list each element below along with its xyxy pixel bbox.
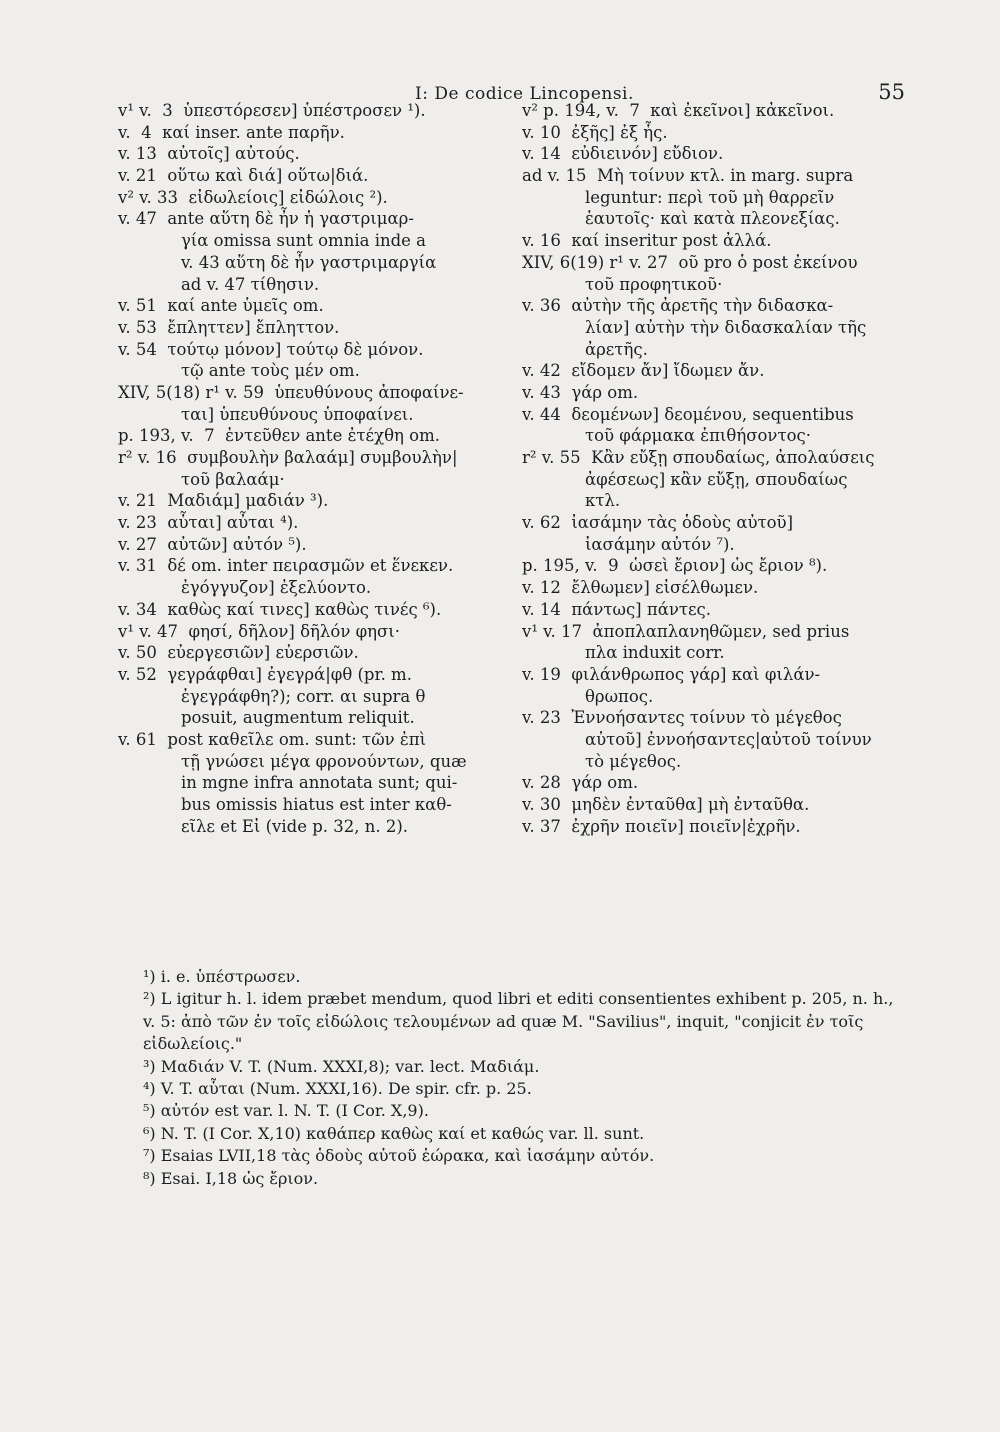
apparatus-line: ἑαυτοῖς· καὶ κατὰ πλεονεξίας. (522, 209, 840, 229)
apparatus-line: v. 21 Μαδιάμ] μαδιάν ³). (118, 491, 329, 511)
running-title: I: De codice Lincopensi. (415, 84, 634, 104)
footnote: ⁶) N. T. (I Cor. X,10) καθάπερ καθὼς καί et καθώς var. ll. sunt. (143, 1123, 645, 1143)
apparatus-line: v² v. 33 εἰδωλείοις] εἰδώλοις ²). (118, 187, 388, 207)
apparatus-line: v. 4 καί inser. ante παρῆν. (118, 122, 345, 142)
footnote: ⁴) V. T. αὗται (Num. XXXI,16). De spir. cfr. p. 25. (143, 1079, 532, 1099)
apparatus-line: v. 23 Ἐννοήσαντες τοίνυν τὸ μέγεθος (522, 708, 842, 728)
left-column (118, 100, 508, 837)
apparatus-line: p. 193, v. 7 ἐντεῦθεν ante ἐτέχθη om. (118, 426, 440, 446)
apparatus-line: v. 31 δέ om. inter πειρασμῶν et ἕνεκεν. (118, 556, 454, 576)
apparatus-line: v. 21 οὕτω καὶ διά] οὕτω|διά. (118, 166, 369, 186)
apparatus-line: ται] ὑπευθύνους ὑποφαίνει. (118, 404, 414, 424)
apparatus-line: λίαν] αὐτὴν τὴν διδασκαλίαν τῆς (522, 317, 867, 337)
apparatus-line: ἀφέσεως] κἂν εὔξῃ, σπουδαίως (522, 469, 848, 489)
footnote: ⁷) Esaias LVII,18 τὰς ὁδοὺς αὐτοῦ ἑώρακα, καὶ ἰασάμην αὐτόν. (143, 1146, 655, 1166)
apparatus-line: τὸ μέγεθος. (522, 751, 682, 771)
apparatus-line: v¹ v. 17 ἀποπλαπλανηθῶμεν, sed prius (522, 621, 850, 641)
apparatus-line: v. 30 μηδὲν ἐνταῦθα] μὴ ἐνταῦθα. (522, 795, 810, 814)
apparatus-line: τοῦ φάρμακα ἐπιθήσοντος· (522, 426, 811, 446)
apparatus-line: v. 50 εὐεργεσιῶν] εὐερσιῶν. (118, 643, 359, 663)
apparatus-line: v. 43 αὕτη δὲ ἦν γαστριμαργία (118, 252, 437, 272)
apparatus-line: ἐγεγράφθη?); corr. αι supra θ (118, 686, 426, 706)
apparatus-line: v. 27 αὐτῶν] αὐτόν ⁵). (118, 534, 307, 554)
apparatus-line: posuit, augmentum reliquit. (118, 708, 415, 728)
apparatus-line: τῷ ante τοὺς μέν om. (118, 361, 360, 381)
footnote: ⁸) Esai. I,18 ὡς ἔριον. (143, 1168, 319, 1188)
apparatus-line: r² v. 16 συμβουλὴν βαλαάμ] συμβουλὴν| (118, 448, 458, 467)
apparatus-line: v² p. 194, v. 7 καὶ ἐκεῖνοι] κἀκεῖνοι. (522, 101, 835, 120)
footnotes (143, 966, 903, 1190)
apparatus-line: πλα induxit corr. (522, 643, 725, 663)
apparatus-line: εῖλε et Εἰ (vide p. 32, n. 2). (118, 816, 409, 836)
apparatus-line: v. 34 καθὼς καί τινες] καθὼς τινές ⁶). (118, 599, 442, 619)
apparatus-line: v. 47 ante αὕτη δὲ ἦν ἡ γαστριμαρ- (118, 209, 414, 229)
apparatus-line: v. 61 post καθεῖλε om. sunt: τῶν ἐπὶ (118, 729, 427, 749)
footnote: ²) L igitur h. l. idem præbet mendum, quod libri et editi consentientes exhibent p. 205, n. h., v. 5: ἀπὸ τῶν ἐν τοῖς εἰδώλοις τελουμένων ad quæ M. "Savilius", inquit, "conjicit ἐν τοῖς εἰδωλείοις." (143, 989, 894, 1054)
apparatus-line: v. 13 αὐτοῖς] αὐτούς. (118, 144, 300, 164)
apparatus-line: θρωπος. (522, 686, 654, 706)
apparatus-line: bus omissis hiatus est inter καθ- (118, 795, 452, 814)
apparatus-line: r² v. 55 Κἂν εὔξῃ σπουδαίως, ἀπολαύσεις (522, 448, 875, 467)
apparatus-line: v. 16 καί inseritur post ἀλλά. (522, 231, 772, 251)
apparatus-line: v. 14 εὐδιεινόν] εὔδιον. (522, 144, 724, 164)
apparatus-line: v. 62 ἰασάμην τὰς ὁδοὺς αὐτοῦ] (522, 513, 794, 533)
apparatus-line: αὐτοῦ] ἐννοήσαντες|αὐτοῦ τοίνυν (522, 729, 872, 749)
apparatus-line: τοῦ βαλαάμ· (118, 469, 285, 489)
apparatus-line: κτλ. (522, 491, 621, 511)
apparatus-line: v. 12 ἔλθωμεν] εἰσέλθωμεν. (522, 578, 759, 598)
apparatus-line: ad v. 15 Μὴ τοίνυν κτλ. in marg. supra (522, 166, 854, 186)
apparatus-line: τῇ γνώσει μέγα φρονούντων, quæ (118, 751, 467, 771)
apparatus-line: v. 36 αὐτὴν τῆς ἀρετῆς τὴν διδασκα- (522, 296, 834, 316)
apparatus-line: v. 54 τούτῳ μόνον] τούτῳ δὲ μόνον. (118, 339, 424, 359)
apparatus-line: XIV, 5(18) r¹ v. 59 ὑπευθύνους ἀποφαίνε- (118, 382, 464, 402)
apparatus-line: ἀρετῆς. (522, 339, 648, 359)
apparatus-line: v. 14 πάντως] πάντες. (522, 599, 712, 619)
apparatus-line: τοῦ προφητικοῦ· (522, 274, 723, 294)
apparatus-line: v. 10 ἐξῆς] ἐξ ἧς. (522, 122, 668, 142)
apparatus-line: v¹ v. 47 φησί, δῆλον] δῆλόν φησι· (118, 621, 401, 641)
footnote: ⁵) αὐτόν est var. l. N. T. (I Cor. X,9). (143, 1101, 429, 1121)
apparatus-line: ἐγόγγυζον] ἐξελύοντο. (118, 578, 372, 598)
apparatus-line: v. 28 γάρ om. (522, 773, 639, 793)
apparatus-line: v. 23 αὗται] αὖται ⁴). (118, 513, 299, 533)
apparatus-line: leguntur: περὶ τοῦ μὴ θαρρεῖν (522, 187, 835, 207)
apparatus-line: γία omissa sunt omnia inde a (118, 231, 427, 251)
footnote: ¹) i. e. ὑπέστρωσεν. (143, 967, 301, 986)
apparatus-line: v. 42 εἴδομεν ἄν] ἴδωμεν ἄν. (522, 361, 765, 381)
apparatus-line: v. 44 δεομένων] δεομένου, sequentibus (522, 404, 854, 424)
page-number: 55 (878, 80, 905, 104)
apparatus-line: ἰασάμην αὐτόν ⁷). (522, 534, 735, 554)
apparatus-line: XIV, 6(19) r¹ v. 27 οῦ pro ὁ post ἐκείνου (522, 252, 858, 272)
apparatus-line: in mgne infra annotata sunt; qui- (118, 773, 458, 793)
right-column (522, 100, 902, 837)
apparatus-line: v. 43 γάρ om. (522, 382, 639, 402)
apparatus-line: v. 37 ἐχρῆν ποιεῖν] ποιεῖν|ἐχρῆν. (522, 816, 801, 836)
apparatus-line: v. 19 φιλάνθρωπος γάρ] καὶ φιλάν- (522, 664, 821, 684)
apparatus-line: ad v. 47 τίθησιν. (118, 274, 320, 294)
apparatus-line: p. 195, v. 9 ὡσεὶ ἔριον] ὡς ἔριον ⁸). (522, 556, 828, 576)
footnote: ³) Μαδιάν V. T. (Num. XXXI,8); var. lect. Μαδιάμ. (143, 1056, 540, 1076)
apparatus-line: v. 52 γεγράφθαι] ἐγεγρά|φθ (pr. m. (118, 664, 412, 684)
apparatus-line: v. 53 ἔπληττεν] ἔπληττον. (118, 317, 340, 337)
apparatus-line: v¹ v. 3 ὑπεστόρεσεν] ὑπέστροσεν ¹). (118, 101, 426, 120)
apparatus-line: v. 51 καί ante ὑμεῖς om. (118, 296, 324, 316)
